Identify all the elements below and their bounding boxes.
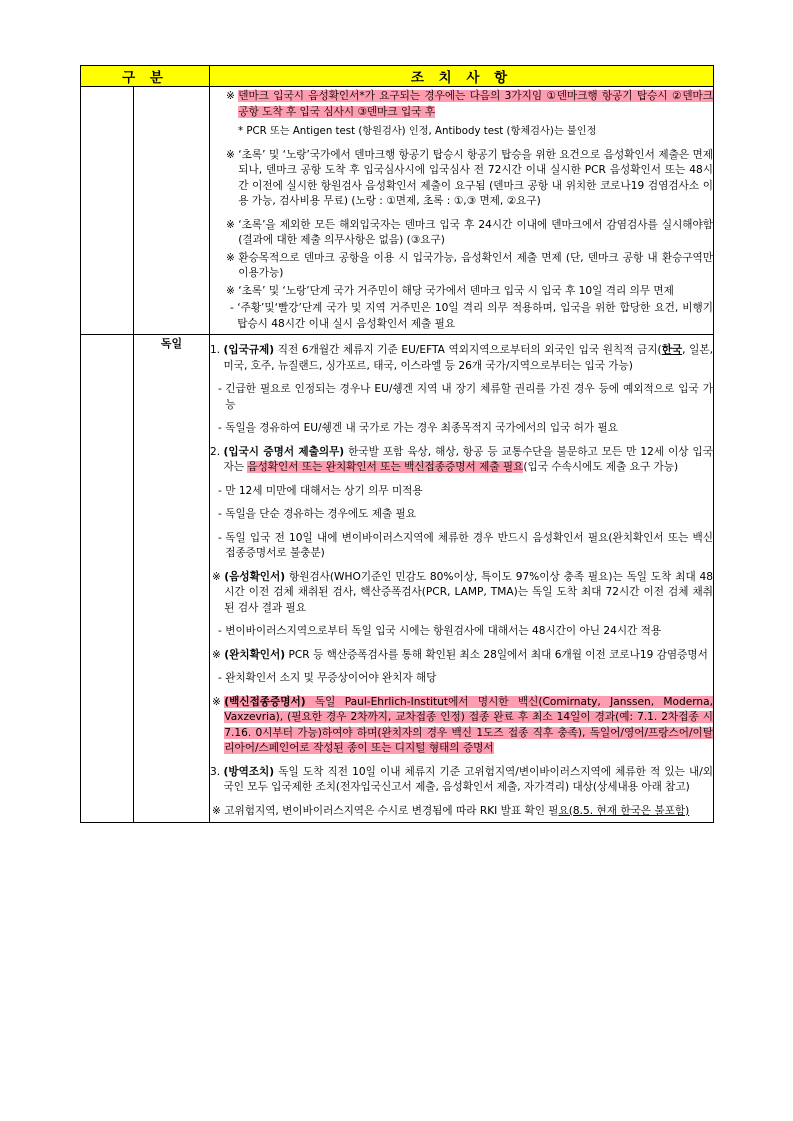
table-row-denmark: [81, 87, 714, 335]
measures-table: [80, 65, 714, 823]
list-item: - 독일 입국 전 10일 내에 변이바이러스지역에 체류한 경우 반드시 음성확인서 필요(완치확인서 또는 백신접종증명서로 불충분): [218, 531, 714, 559]
table-header-row: [81, 66, 714, 87]
list-item: - 긴급한 필요로 인정되는 경우나 EU/쉥겐 지역 내 장기 체류할 권리를 가진 경우 등에 예외적으로 입국 가능: [218, 383, 714, 411]
note-7: - ‘주황’및‘빨강’단계 국가 및 지역 거주민은 10일 격리 의무 적용하며, 입국을 위한 합당한 요건, 비행기 탑승시 48시간 이내 실시 음성확인서 제출 필요: [230, 302, 714, 330]
highlight-text: 덴마크 입국시 음성확인서*가 요구되는 경우에는 다음의 3가지임 ①덴마크행 항공기 탑승시 ②덴마크 공항 도착 후 입국 심사시 ③덴마크 입국 후: [238, 90, 714, 118]
note-recovery: ※ (완치확인서) PCR 등 핵산증폭검사를 통해 확인된 최소 28일에서 최대 6개월 이전 코로나19 감염증명서: [212, 648, 708, 661]
list-item: - 독일을 경유하여 EU/쉥겐 내 국가로 가는 경우 최종목적지 국가에서의 입국 허가 필요: [218, 422, 618, 434]
highlight-text: 음성확인서 또는 완치확인서 또는 백신접종증명서 제출 필요: [247, 461, 524, 473]
empty-cell: [81, 87, 134, 335]
note-risk-areas: ※ 고위험지역, 변이바이러스지역은 수시로 변경됨에 따라 RKI 발표 확인 필요(8.5. 현재 한국은 불포함): [212, 804, 690, 817]
note-6: ※ ‘초록’ 및 ‘노랑’단계 국가 거주민이 해당 국가에서 덴마크 입국 시 입국 후 10일 격리 의무 면제: [226, 284, 674, 297]
note-vaccination: ※ (백신접종증명서) 독일 Paul-Ehrlich-Institut에서 명시한 백신(Comirnaty, Janssen, Moderna, Vaxzevria), (필요한 경우 2차까지, 교차접종 인정) 접종 완료 후 최소 14일이 경과(예: 7.1. 2차접종 시 7.16. 0시부터 가능)하여야 하며(완치자의 경우 백신 1도즈 접종 직후 충족), 독일어/영어/프랑스어/이탈리아어/스페인어로 작성된 종이 또는 디지털 형태의 증명서: [212, 695, 714, 754]
note-3: ※ ‘초록’ 및 ‘노랑’국가에서 덴마크행 항공기 탑승시 항공기 탑승을 위한 요건으로 음성확인서 제출은 면제되나, 덴마크 공항 도착 후 입국심사시에 입국심사 전 72시간 이내 실시한 PCR 음성확인서 또는 48시간 이전에 실시한 항원검사 음성확인서 제출이 요구됨 (덴마크 공항 내 위치한 코로나19 검염검사소 이용 가능, 검사비용 무료) (노랑 : ①면제, 초록 : ①,③ 면제, ②요구): [226, 148, 714, 207]
note-1: ※ 덴마크 입국시 음성확인서*가 요구되는 경우에는 다음의 3가지임 ①덴마크행 항공기 탑승시 ②덴마크 공항 도착 후 입국 심사시 ③덴마크 입국 후: [226, 90, 714, 118]
table-row-germany: [81, 335, 714, 823]
empty-cell: [81, 335, 134, 823]
list-item: - 독일을 단순 경유하는 경우에도 제출 필요: [218, 508, 417, 520]
korea-label: 한국: [661, 344, 683, 356]
section-entry-restriction: 1. (입국규제) 직전 6개월간 체류지 기준 EU/EFTA 역외지역으로부터의 외국인 입국 원칙적 금지(한국, 일본, 미국, 호주, 뉴질랜드, 싱가포르, 태국, 이스라엘 등 26개 국가/지역으로부터는 입국 가능): [210, 344, 713, 372]
note-4: ※ ‘초록’을 제외한 모든 해외입국자는 덴마크 입국 후 24시간 이내에 덴마크에서 감염검사를 실시해야함 (결과에 대한 제출 의무사항은 없음) (③요구): [226, 218, 714, 246]
header-category: 구 분: [81, 66, 210, 87]
highlight-text: (백신접종증명서) 독일 Paul-Ehrlich-Institut에서 명시한 백신(Comirnaty, Janssen, Moderna, Vaxzevria), (필요한 경우 2차까지, 교차접종 인정) 접종 완료 후 최소 14일이 경과(예: 7.1. 2차접종 시 7.16. 0시부터 가능)하여야 하며(완치자의 경우 백신 1도즈 접종 직후 충족), 독일어/영어/프랑스어/이탈리아어/스페인어로 작성된 종이 또는 디지털 형태의 증명서: [224, 695, 714, 754]
list-item: - 변이바이러스지역으로부터 독일 입국 시에는 항원검사에 대해서는 48시간이 아닌 24시간 적용: [218, 625, 662, 637]
measures-cell-denmark: [210, 87, 714, 335]
list-item: - 완치확인서 소지 및 무증상이어야 완치자 해당: [218, 672, 437, 684]
header-measures: 조 치 사 항: [210, 66, 714, 87]
section-certificate-duty: 2. (입국시 증명서 제출의무) 한국발 포함 육상, 해상, 항공 등 교통수단을 불문하고 모든 만 12세 이상 입국자는 음성확인서 또는 완치확인서 또는 백신접종증명서 제출 필요(입국 수속시에도 제출 요구 가능): [210, 445, 714, 473]
section-quarantine: 3. (방역조치) 독일 도착 직전 10일 이내 체류지 기준 고위험지역/변이바이러스지역에 체류한 적 있는 내/외국인 모두 입국제한 조치(전자입국신고서 제출, 음성확인서 제출, 자가격리) 대상(상세내용 아래 참고): [210, 765, 714, 793]
country-cell-empty: [134, 87, 210, 335]
note-negative-test: ※ (음성확인서) 항원검사(WHO기준인 민감도 80%이상, 특이도 97%이상 충족 필요)는 독일 도착 최대 48시간 이전 검체 채취된 검사, 핵산증폭검사(PCR, LAMP, TMA)는 독일 도착 최대 72시간 이전 검체 채취된 검사 결과 필요: [212, 570, 714, 614]
measures-cell-germany: [210, 335, 714, 823]
list-item: - 만 12세 미만에 대해서는 상기 의무 미적용: [218, 484, 423, 497]
note-2: * PCR 또는 Antigen test (항원검사) 인정, Antibody test (항체검사)는 불인정: [238, 126, 597, 137]
note-5: ※ 환승목적으로 덴마크 공항을 이용 시 입국가능, 음성확인서 제출 면제 (단, 덴마크 공항 내 환승구역만 이용가능): [226, 251, 714, 279]
country-name: 독일: [134, 335, 210, 823]
